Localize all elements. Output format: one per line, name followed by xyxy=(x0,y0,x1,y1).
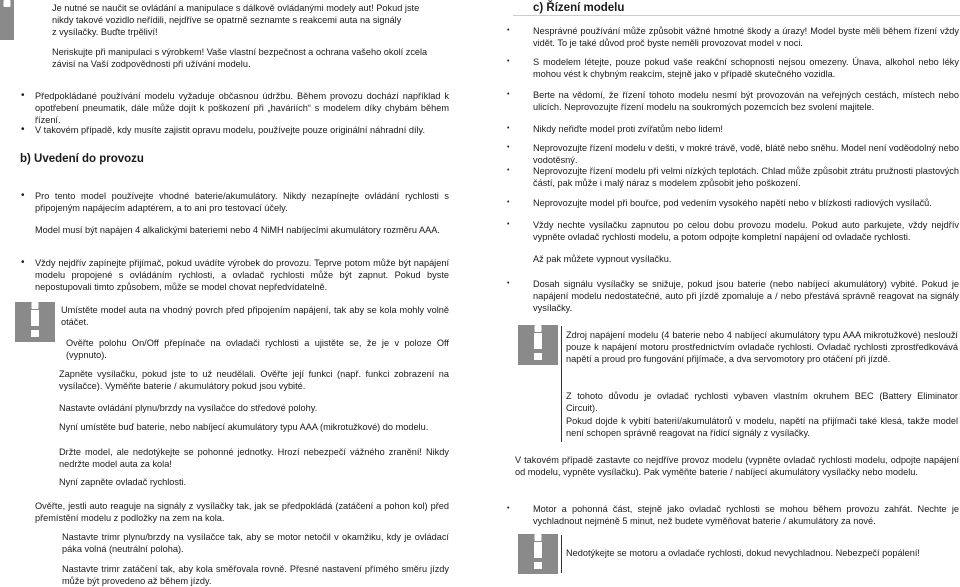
warn-box-line: Ověřte polohu On/Off přepínače na ovladači rychlosti a ujistěte se, že je v poloze Off (vypnuto). xyxy=(66,338,449,360)
list-item: • S modelem létejte, pouze pokud vaše reakční schopnosti nejsou omezeny. Únava, alkohol nebo léky mohou vést k chybným reakcím, stejně jako v případě skutečného vozidla. xyxy=(533,56,959,80)
step-item: Nyní umístěte buď baterie, nebo nabíjecí akumulátory typu AAA (mikrotužkové) do modelu. xyxy=(59,422,429,432)
exclamation-dot-icon xyxy=(534,353,542,360)
list-item: • Dosah signálu vysílačky se snižuje, pokud jsou baterie (nebo nabíjecí akumulátory) vybité. Pokud je napájení modelu nedostatečné, auto při jízdě zpomaluje a / nebo přestává správně reagovat na signály vysílačky. xyxy=(533,278,959,314)
list-item: • Neprovozujte model při bouřce, pod vedením vysokého napětí nebo v blízkosti radiových vysílačů. xyxy=(533,197,959,209)
warn-line: závisí na Vaší zodpovědnosti při užívání modelu. xyxy=(52,59,251,69)
warning-box-frame xyxy=(561,535,562,573)
warn-box-line: Nedotýkejte se motoru a ovladače rychlosti, dokud nevychladnou. Nebezpečí popálení! xyxy=(566,548,920,558)
warning-box-frame xyxy=(561,326,562,442)
step-item: Nyní zapněte ovladač rychlosti. xyxy=(59,477,187,487)
warn-line: Neriskujte při manipulaci s výrobkem! Vaše vlastní bezpečnost a ochrana vašeho okolí zcela xyxy=(52,47,428,57)
paragraph: Model musí být napájen 4 alkalickými bateriemi nebo 4 NiMH nabíjecími akumulátory rozměru AAA. xyxy=(35,225,440,235)
exclamation-icon xyxy=(534,542,542,558)
exclamation-dot-icon xyxy=(534,562,542,569)
warn-box-line: Zdroj napájení modelu (4 baterie nebo 4 nabíjecí akumulátory typu AAA mikrotužkové) neslouží pouze k napájení motoru prostřednictvím ovladače rychlosti. Ovladač rychlosti zprostředkovává napětí a proud pro fungování přijímače, a dva servomotory pro otáčení při jízdě. xyxy=(566,330,958,364)
sub-step: Nastavte trimr plynu/brzdy na vysílačce tak, aby se motor netočil v okamžiku, kdy je ovládací páka volná (neutrální poloha). xyxy=(62,532,449,554)
section-heading-b: b) Uvedení do provozu xyxy=(20,153,144,165)
step-item: Zapněte vysílačku, pokud jste to už neudělali. Ověřte její funkci (např. funkci zobrazení na vysílačce). Vyměňte baterie / akumulátory pokud jsou vybité. xyxy=(59,369,449,391)
warn-line: Je nutné se naučit se ovládání a manipulace s dálkově ovládanými modely aut! Pokud jste xyxy=(52,3,420,13)
list-item: • Vždy nejdřív zapínejte přijímač, pokud uvádíte výrobek do provozu. Teprve potom může být napájení modelu propojené s ovládáním rychlosti, a ovladač rychlosti může být zapnut. Pokud byste nepostupovali timto způsobem, může se model chovat nepředvídatelně. xyxy=(35,257,449,293)
exclamation-dot-icon xyxy=(31,330,39,337)
list-item: • Nikdy neřiďte model proti zvířatům nebo lidem! xyxy=(533,123,959,135)
list-item: • V takovém případě, kdy musíte zajistit opravu modelu, používejte pouze originální náhradní díly. xyxy=(35,124,449,136)
exclamation-icon xyxy=(31,310,39,326)
list-item: • Předpokládané používání modelu vyžaduje občasnou údržbu. Během provozu dochází například k opotřebení pneumatik, dále může dojít k poškození při „haváriích“ s modelem díky chybám během řízení. xyxy=(35,90,449,126)
list-item: • Motor a pohonná část, stejně jako ovladač rychlosti se mohou během provozu zahřát. Nechte je vychladnout nejméně 5 minut, než budete vyměňovat baterie / akumulátory za nové. xyxy=(533,503,959,527)
list-item: • Berte na vědomí, že řízení tohoto modelu nesmí být provozován na veřejných cestách, místech nebo ulicích. Neprovozujte řízení modelu na soukromých pozemcích bez svolení majitele. xyxy=(533,89,959,113)
sub-step: Nastavte trimr zatáčení tak, aby kola směřovala rovně. Přesné nastavení přímého směru jízdy může být provedeno až během jízdy. xyxy=(62,564,449,586)
warn-line: nikdy takové vozidlo neřídili, nejdříve se opatrně seznamte s reakcemi auta na signály xyxy=(52,15,402,25)
paragraph: Až pak můžete vypnout vysílačku. xyxy=(533,254,672,264)
warn-box-line: Umístěte model auta na vhodný povrch před připojením napájení, tak aby se kola mohly volně otáčet. xyxy=(61,305,449,327)
step-item: Nastavte ovládání plynu/brzdy na vysílačce do středové polohy. xyxy=(59,403,318,413)
list-item: • Vždy nechte vysílačku zapnutou po celou dobu provozu modelu. Pokud auto parkujete, vždy nejdřív vypněte ovladač rychlosti modelu, a potom odpojte kompletní napájení od ovladače rychlosti. xyxy=(533,219,959,243)
warn-box-line: Z tohoto důvodu je ovladač rychlosti vybaven vlastním okruhem BEC (Battery Eliminator Circuit). xyxy=(566,391,958,413)
warning-icon-top xyxy=(0,0,14,40)
section-heading-c: c) Řízení modelu xyxy=(533,2,625,14)
step-item: Držte model, ale nedotýkejte se pohonné jednotky. Hrozí nebezpečí vážného zranění! Nikdy nedržte model auta za kola! xyxy=(59,447,449,469)
warn-box-line: Pokud dojde k vybití baterií/akumulátorů v modelu, napětí na přijímači také klesá, takže model není schopen správně reagovat na řídicí signály z vysílačky. xyxy=(566,416,958,438)
list-item: • Neprovozujte řízení modelu při velmi nízkých teplotách. Chlad může způsobit ztrátu pružnosti plastových částí, pak může i malý náraz s modelem způsobit jeho poškození. xyxy=(533,165,959,189)
list-item: • Pro tento model používejte vhodné baterie/akumulátory. Nikdy nezapínejte ovládání rychlosti s připojeným napájecím adaptérem, a to ani pro testovací účely. xyxy=(35,190,449,214)
warn-line: z vysílačky. Buďte trpěliví! xyxy=(52,27,158,37)
paragraph: Ověřte, jestli auto reaguje na signály z vysílačky tak, jak se předpokládá (zatáčení a pohon kol) před přemístění modelu z podložky na zem na kola. xyxy=(35,501,449,523)
exclamation-icon xyxy=(534,333,542,349)
list-item: • Neprovozujte řízení modelu v dešti, v mokré trávě, vodě, blátě nebo sněhu. Model není voděodolný nebo vodotěsný. xyxy=(533,142,959,166)
list-item: • Nesprávné používání může způsobit vážné hmotné škody a úrazy! Model byste měli během řízení vždy vidět. To je také důvod proč byste neměli provozovat model v noci. xyxy=(533,25,959,49)
paragraph: V takovém případě zastavte co nejdříve provoz modelu (vypněte ovladač rychlosti modelu, odpojte napájení od modelu, vypněte vysílačku). Pak vyměňte baterie / nabíjecí akumulátory vysílačky nebo modelu. xyxy=(515,455,959,477)
